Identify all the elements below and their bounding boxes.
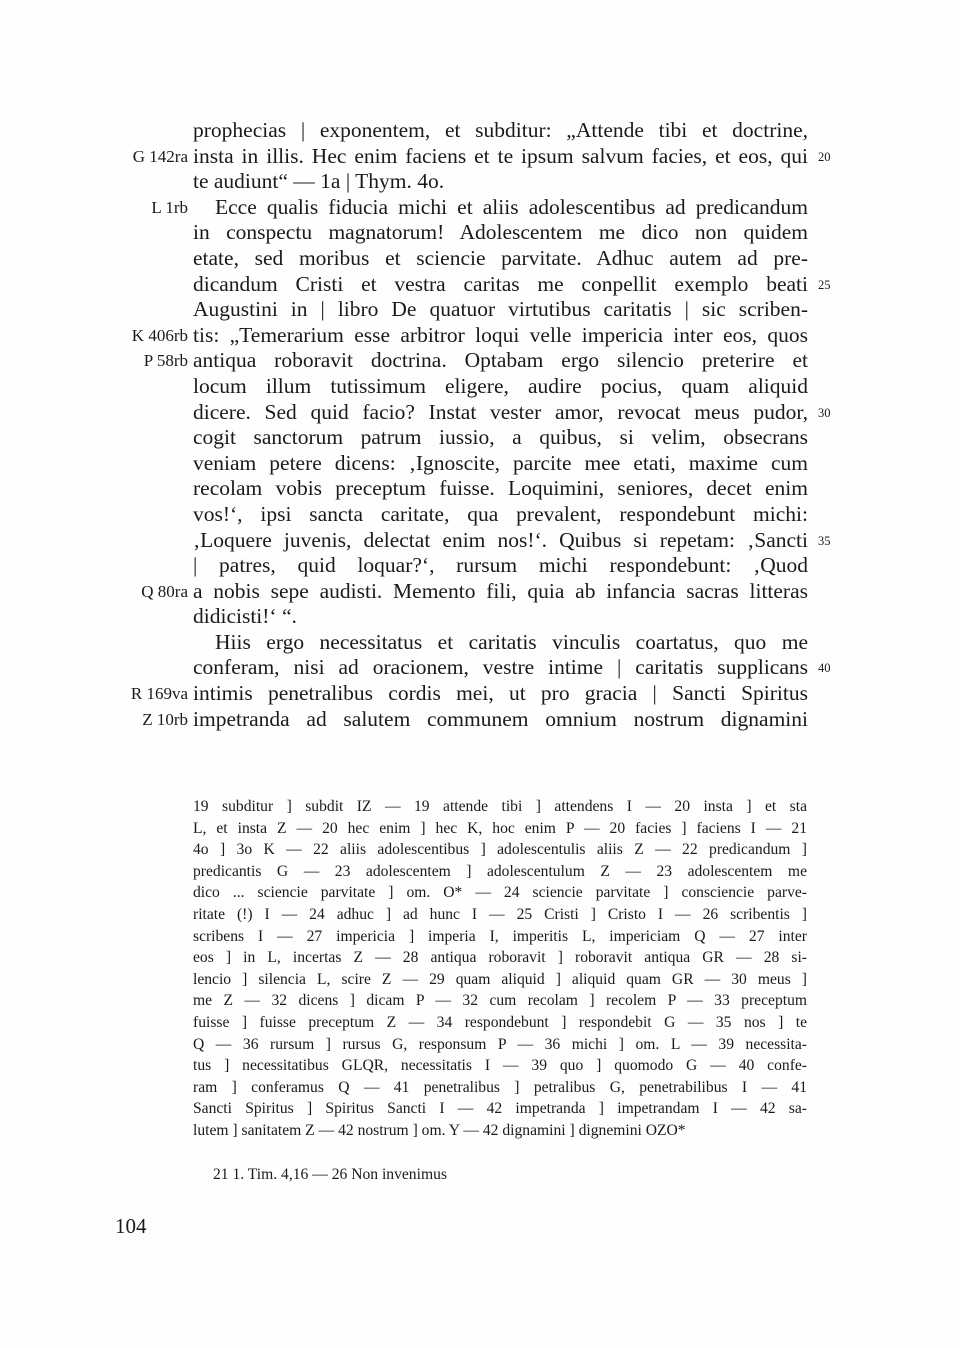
apparatus-line: dico ... sciencie parvitate ] om. O* — 24 sciencie parvitate ] consciencie parve-	[193, 884, 807, 902]
text-line	[193, 630, 808, 656]
line-text: dicere. Sed quid facio? Instat vester amor, revocat meus pudor,	[193, 399, 808, 424]
text-line	[193, 348, 808, 374]
apparatus-line: 4o ] 3o K — 22 aliis adolescentibus ] adolescentulis aliis Z — 22 predicandum ]	[193, 841, 807, 859]
line-text: insta in illis. Hec enim faciens et te ipsum salvum facies, et eos, qui	[193, 143, 808, 168]
line-text: antiqua roboravit doctrina. Optabam ergo silencio preterire et	[193, 348, 808, 373]
line-text: etate, sed moribus et sciencie parvitate. Adhuc autem ad pre-	[193, 245, 808, 270]
text-line	[193, 579, 808, 605]
line-text: in conspectu magnatorum! Adolescentem me dico non quidem	[193, 220, 808, 245]
apparatus-line: ram ] conferamus Q — 41 penetralibus ] petralibus G, penetrabilibus I — 41	[193, 1078, 807, 1096]
apparatus-line: L, et insta Z — 20 hec enim ] hec K, hoc enim P — 20 facies ] faciens I — 21	[193, 819, 807, 837]
apparatus-line: predicantis G — 23 adolescentem ] adolescentulum Z — 23 adolescentem me	[193, 862, 807, 880]
line-text: didicisti!‘ “.	[193, 604, 297, 629]
line-text: prophecias | exponentem, et subditur: „Attende tibi et doctrine,	[193, 118, 808, 142]
text-line	[193, 374, 808, 400]
manuscript-siglum: G 142ra	[132, 146, 188, 166]
text-line	[193, 707, 808, 733]
apparatus-line: me Z — 32 dicens ] dicam P — 32 cum recolam ] recolem P — 33 preceptum	[193, 992, 807, 1010]
line-text: recolam vobis preceptum fuisse. Loquimini, seniores, decet enim	[193, 476, 808, 501]
line-number: 30	[818, 405, 831, 420]
line-text: te audiunt“ — 1a | Thym. 4o.	[193, 169, 445, 194]
text-line	[193, 476, 808, 502]
line-text: tis: „Temerarium esse arbitror loqui velle impericia inter eos, quos	[193, 322, 808, 347]
text-line	[193, 195, 808, 221]
line-text: vos!‘, ipsi sancta caritate, qua prevalent, respondebunt michi:	[193, 501, 808, 526]
manuscript-siglum: Z 10rb	[142, 709, 188, 729]
text-line	[193, 143, 831, 170]
line-text: | patres, quid loquar?‘, rursum michi respondebunt: ‚Quod	[193, 553, 808, 578]
text-line	[193, 399, 831, 426]
line-text: locum illum tutissimum eligere, audire pocius, quam aliquid	[193, 373, 808, 398]
line-number: 35	[818, 533, 831, 548]
apparatus-line: ritate (!) I — 24 adhuc ] ad hunc I — 25 Cristi ] Cristo I — 26 scribentis ]	[193, 905, 807, 923]
text-line	[193, 271, 831, 298]
manuscript-siglum: P 58rb	[143, 351, 188, 371]
apparatus-line: tus ] necessitatibus GLQR, necessitatis I — 39 quo ] quomodo G — 40 confe-	[193, 1057, 807, 1075]
source-apparatus: 21 1. Tim. 4,16 — 26 Non invenimus	[213, 1166, 447, 1183]
manuscript-siglum: K 406rb	[131, 325, 188, 345]
apparatus-line: lencio ] silencia L, scire Z — 29 quam aliquid ] aliquid quam GR — 30 meus ]	[193, 970, 807, 988]
critical-apparatus	[193, 796, 807, 1142]
apparatus-line: eos ] in L, incertas Z — 28 antiqua roboravit ] roboravit antiqua GR — 28 si-	[193, 949, 807, 967]
text-line	[193, 220, 808, 246]
line-text: intimis penetralibus cordis mei, ut pro gracia | Sancti Spiritus	[193, 681, 808, 706]
line-text: impetranda ad salutem communem omnium nostrum dignamini	[193, 706, 808, 731]
apparatus-line: scribens I — 27 impericia ] imperia I, imperitis L, impericiam Q — 27 inter	[193, 927, 807, 945]
line-number: 25	[818, 277, 831, 292]
apparatus-line: 19 subditur ] subdit IZ — 19 attende tibi ] attendens I — 20 insta ] et sta	[193, 798, 807, 815]
page-number: 104	[115, 1214, 147, 1238]
apparatus-line: lutem ] sanitatem Z — 42 nostrum ] om. Y — 42 dignamini ] dignemini OZO*	[193, 1121, 686, 1139]
text-line	[193, 425, 808, 451]
text-line	[193, 502, 808, 528]
line-text: cogit sanctorum patrum iussio, a quibus, si velim, obsecrans	[193, 425, 808, 450]
apparatus-line: Sancti Spiritus ] Spiritus Sancti I — 42 impetranda ] impetrandam I — 42 sa-	[193, 1100, 807, 1118]
line-text: conferam, nisi ad oracionem, vestre intime | caritatis supplicans	[193, 655, 808, 680]
line-text: Augustini in | libro De quatuor virtutibus caritatis | sic scriben-	[193, 297, 808, 322]
main-text	[130, 118, 831, 732]
line-text: dicandum Cristi et vestra caritas me conpellit exemplo beati	[193, 271, 808, 296]
text-line	[193, 604, 808, 630]
apparatus-line: fuisse ] fuisse preceptum Z — 34 respondebunt ] respondebit G — 35 nos ] te	[193, 1013, 807, 1031]
manuscript-siglum: Q 80ra	[141, 581, 188, 601]
text-line	[193, 527, 831, 554]
line-text: a nobis sepe audisti. Memento fili, quia ab infancia sacras litteras	[193, 578, 808, 603]
line-number: 40	[818, 661, 831, 676]
text-line	[193, 246, 808, 272]
line-number: 20	[818, 149, 831, 164]
manuscript-siglum: L 1rb	[151, 197, 188, 217]
apparatus-line: Q — 36 rursum ] rursus G, responsum P — 36 michi ] om. L — 39 necessita-	[193, 1035, 807, 1053]
text-line	[193, 451, 808, 477]
line-text: Ecce qualis fiducia michi et aliis adolescentibus ad predicandum	[215, 194, 808, 219]
line-text: veniam petere dicens: ‚Ignoscite, parcite mee etati, maxime cum	[193, 450, 808, 475]
manuscript-siglum: R 169va	[130, 684, 188, 704]
line-text: ‚Loquere juvenis, delectat enim nos!‘. Quibus si repetam: ‚Sancti	[193, 527, 808, 552]
line-text: Hiis ergo necessitatus et caritatis vinculis coartatus, quo me	[215, 629, 808, 654]
